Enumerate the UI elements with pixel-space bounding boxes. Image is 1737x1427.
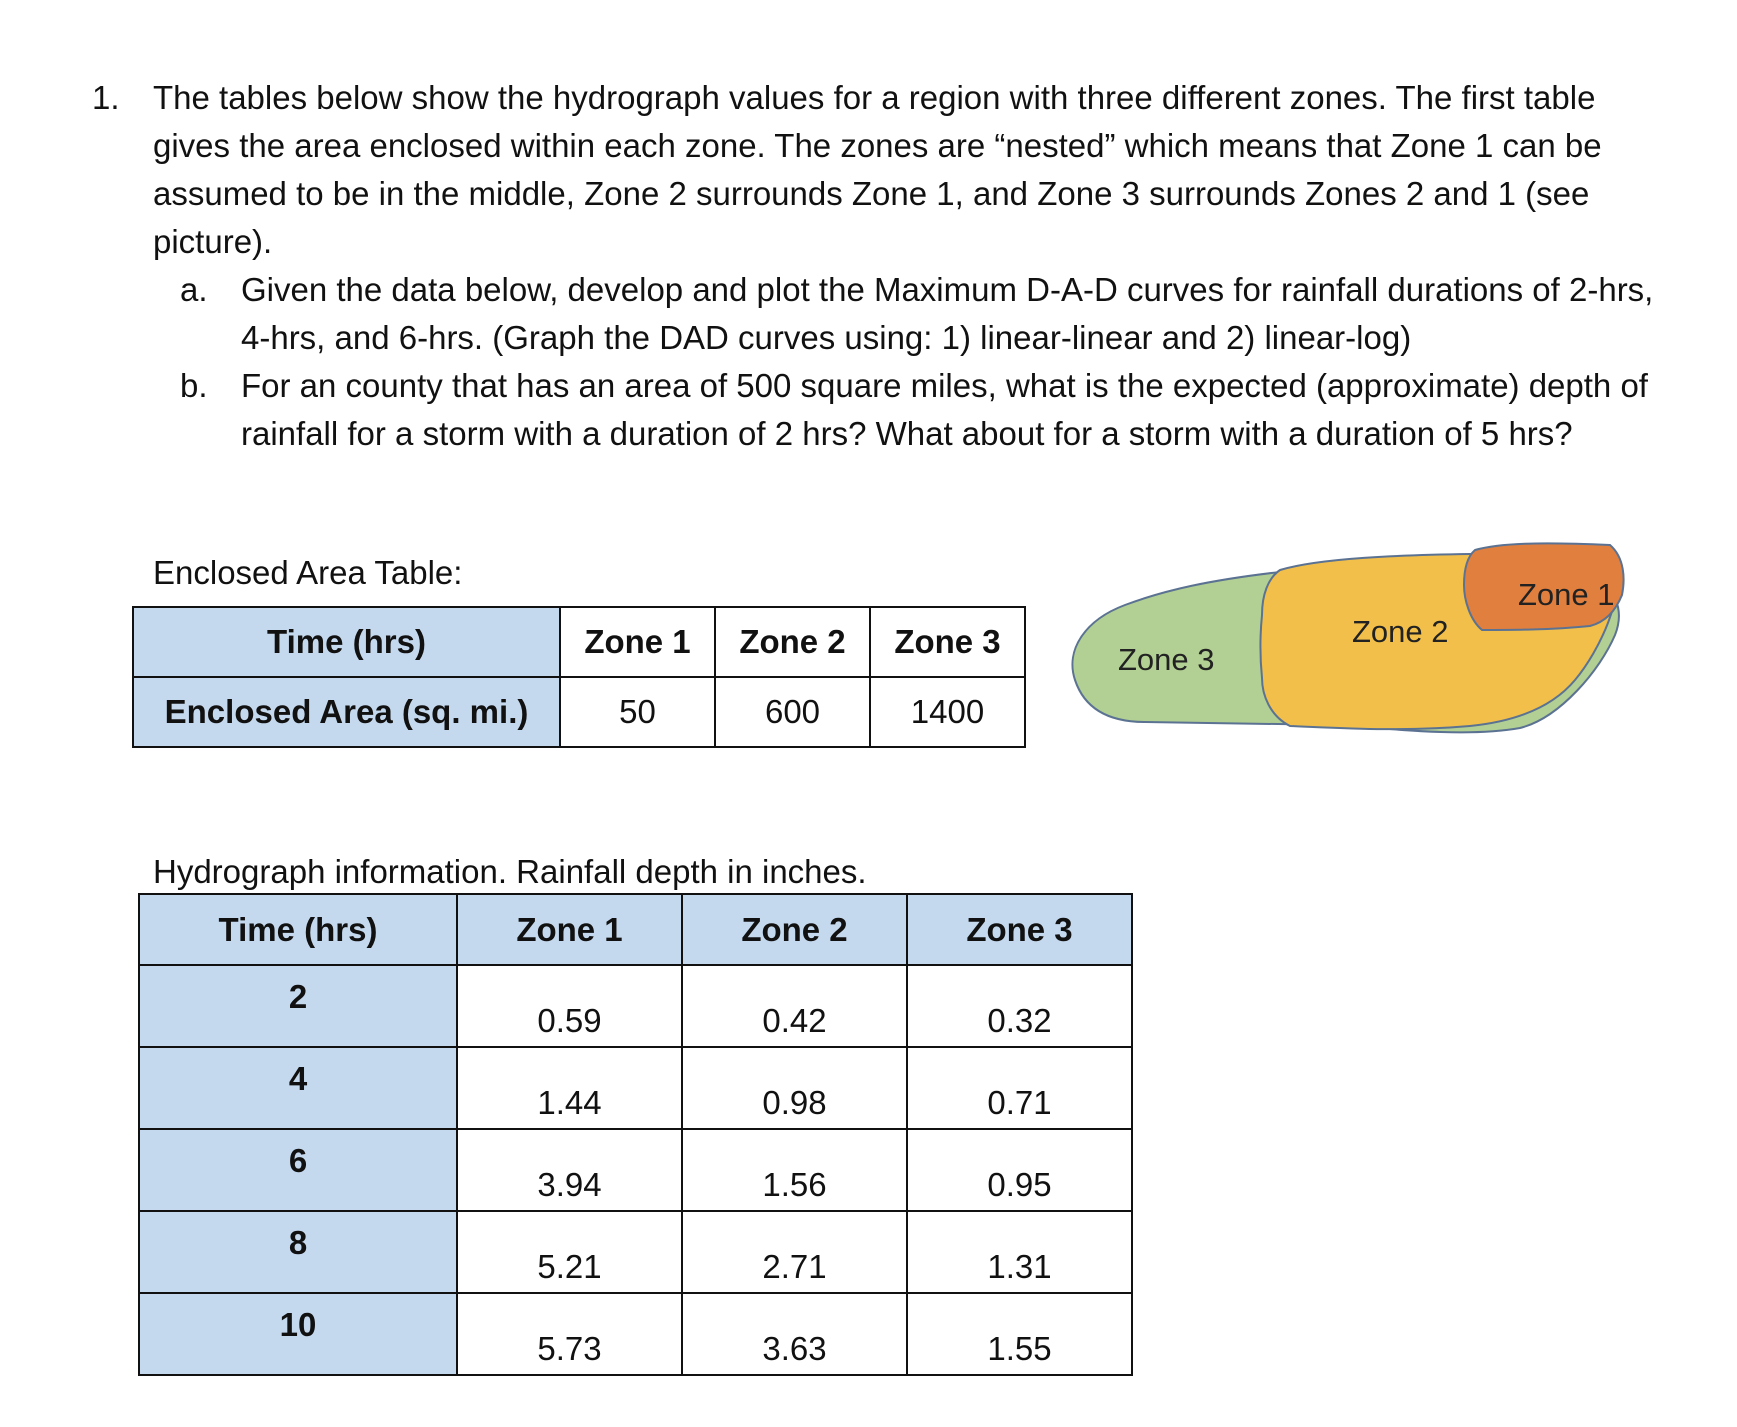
part-b-text: For an county that has an area of 500 square miles, what is the expected (approximate) depth of rainfall for a storm with a duration of 2 hrs? What about for a storm with a duration of 5 hrs? xyxy=(241,367,1648,452)
header-time: Time (hrs) xyxy=(139,894,457,965)
header-zone-2: Zone 2 xyxy=(682,894,907,965)
header-zone-2: Zone 2 xyxy=(715,607,870,677)
table-row xyxy=(139,1047,1132,1129)
depth-zone-3: 0.32 xyxy=(907,965,1132,1047)
area-zone-1: 50 xyxy=(560,677,715,747)
zone-2-label: Zone 2 xyxy=(1352,614,1449,649)
depth-zone-3: 1.31 xyxy=(907,1211,1132,1293)
part-a-text: Given the data below, develop and plot the Maximum D-A-D curves for rainfall durations of 2-hrs, 4-hrs, and 6-hrs. (Graph the DAD curves using: 1) linear-linear and 2) linear-log) xyxy=(241,271,1654,356)
row-label-enclosed-area: Enclosed Area (sq. mi.) xyxy=(133,677,560,747)
zone-map-diagram xyxy=(1070,540,1630,800)
zone-1-label: Zone 1 xyxy=(1518,577,1615,612)
time-cell: 10 xyxy=(139,1293,457,1375)
question-text: The tables below show the hydrograph values for a region with three different zones. The first table gives the area enclosed within each zone. The zones are “nested” which means that Zone 1 can be assumed to be in the middle, Zone 2 surrounds Zone 1, and Zone 3 surrounds Zones 2 and 1 (see picture). xyxy=(153,79,1602,260)
area-zone-2: 600 xyxy=(715,677,870,747)
table-row xyxy=(139,965,1132,1047)
header-zone-1: Zone 1 xyxy=(560,607,715,677)
question-number: 1. xyxy=(92,79,120,116)
header-zone-3: Zone 3 xyxy=(870,607,1025,677)
depth-zone-3: 1.55 xyxy=(907,1293,1132,1375)
enclosed-area-table xyxy=(132,606,1026,748)
depth-zone-2: 1.56 xyxy=(682,1129,907,1211)
hydrograph-table xyxy=(138,893,1133,1376)
depth-zone-1: 0.59 xyxy=(457,965,682,1047)
depth-zone-2: 0.42 xyxy=(682,965,907,1047)
table-row xyxy=(139,1129,1132,1211)
part-b-label: b. xyxy=(180,367,208,404)
depth-zone-1: 3.94 xyxy=(457,1129,682,1211)
table-row xyxy=(139,1211,1132,1293)
time-cell: 2 xyxy=(139,965,457,1047)
depth-zone-2: 0.98 xyxy=(682,1047,907,1129)
depth-zone-3: 0.71 xyxy=(907,1047,1132,1129)
zone-3-label: Zone 3 xyxy=(1118,642,1215,677)
hydrograph-caption: Hydrograph information. Rainfall depth in inches. xyxy=(153,853,867,890)
depth-zone-2: 2.71 xyxy=(682,1211,907,1293)
depth-zone-1: 5.73 xyxy=(457,1293,682,1375)
depth-zone-3: 0.95 xyxy=(907,1129,1132,1211)
part-a-label: a. xyxy=(180,271,208,308)
depth-zone-1: 1.44 xyxy=(457,1047,682,1129)
table-header-row xyxy=(139,894,1132,965)
header-zone-3: Zone 3 xyxy=(907,894,1132,965)
time-cell: 4 xyxy=(139,1047,457,1129)
table-header-row xyxy=(133,607,1025,677)
depth-zone-2: 3.63 xyxy=(682,1293,907,1375)
time-cell: 8 xyxy=(139,1211,457,1293)
header-time: Time (hrs) xyxy=(133,607,560,677)
area-table-caption: Enclosed Area Table: xyxy=(153,554,463,591)
header-zone-1: Zone 1 xyxy=(457,894,682,965)
time-cell: 6 xyxy=(139,1129,457,1211)
depth-zone-1: 5.21 xyxy=(457,1211,682,1293)
table-row xyxy=(133,677,1025,747)
table-row xyxy=(139,1293,1132,1375)
area-zone-3: 1400 xyxy=(870,677,1025,747)
